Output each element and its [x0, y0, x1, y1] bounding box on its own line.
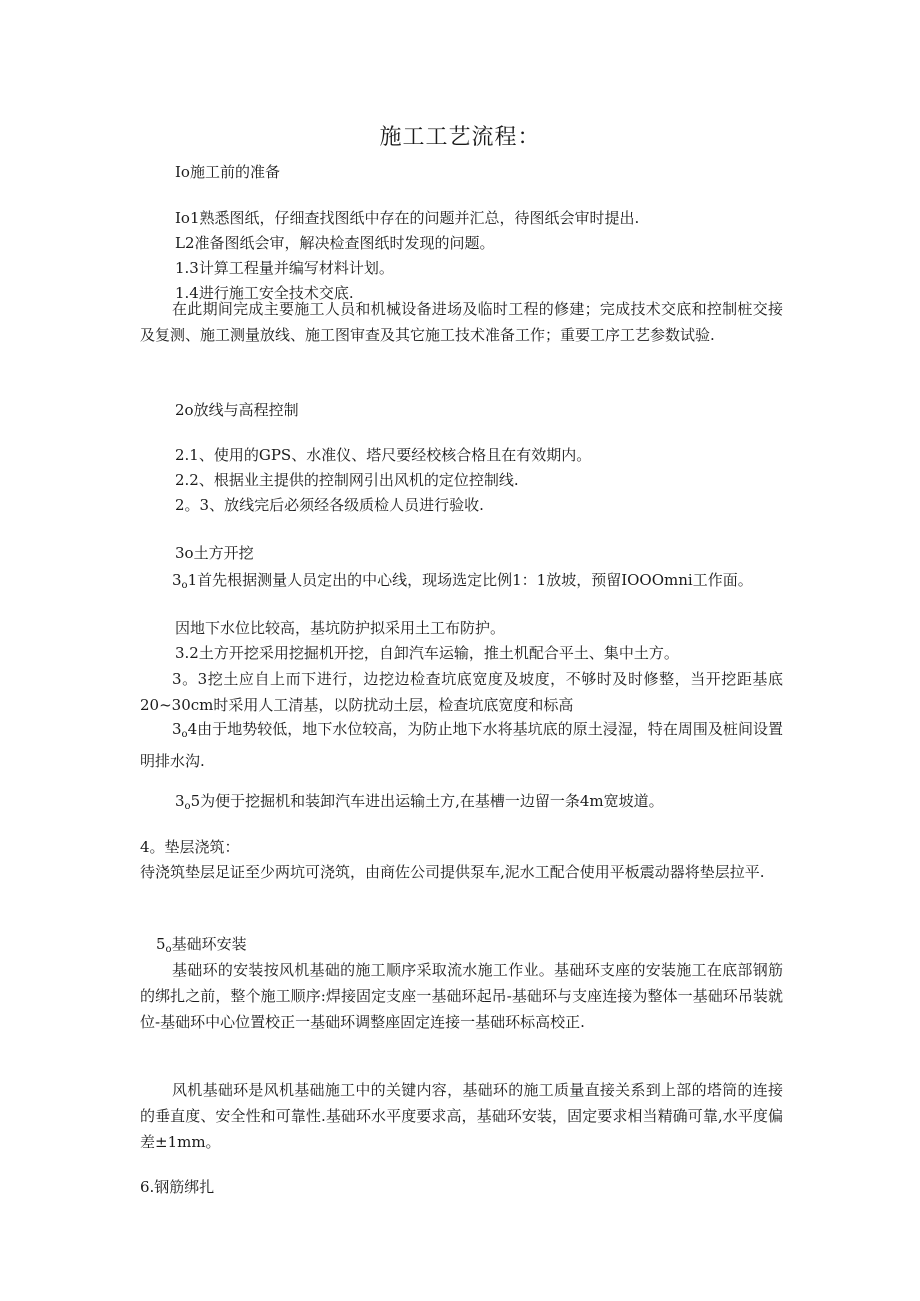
section-4-heading: 4。垫层浇筑： [140, 838, 240, 856]
section-3-item-4: 3。3挖土应自上而下进行，边挖边检查坑底宽度及坡度，不够时及时修整，当开挖距基底20~30cm时采用人工清基，以防扰动土层，检查坑底宽度和标高 [140, 670, 783, 714]
section-1-heading: Io施工前的准备 [175, 163, 280, 181]
section-3-item-5: $3_o4$由于地势较低，地下水位较高，为防止地下水将基坑底的原土浸湿，特在周围及桩间设置明排水沟. [140, 720, 783, 770]
section-5-paragraph-2: 风机基础环是风机基础施工中的关键内容，基础环的施工质量直接关系到上部的塔筒的连接的垂直度、安全性和可靠性.基础环水平度要求高，基础环安装，固定要求相当精确可靠,水平度偏差±1mm。 [140, 1081, 783, 1151]
section-1-paragraph: 在此期间完成主要施工人员和机械设备进场及临时工程的修建；完成技术交底和控制桩交接及复测、施工测量放线、施工图审查及其它施工技术准备工作；重要工序工艺参数试验. [140, 300, 783, 344]
section-3-item-3: 3.2土方开挖采用挖掘机开挖，自卸汽车运输，推土机配合平土、集中土方。 [175, 644, 679, 662]
section-2-item-1: 2.1、使用的GPS、水准仪、塔尺要经校核合格且在有效期内。 [175, 446, 592, 464]
section-1-item-4: 1.4进行施工安全技术交底. [175, 284, 354, 302]
section-3-item-6: $3_o5$为便于挖掘机和装卸汽车进出运输土方,在基槽一边留一条4m宽坡道。 [175, 792, 664, 812]
section-2-item-2: 2.2、根据业主提供的控制网引出风机的定位控制线. [175, 471, 519, 489]
section-4-paragraph: 待浇筑垫层足证至少两坑可浇筑，由商佐公司提供泵车,泥水工配合使用平板震动器将垫层拉平. [140, 863, 765, 881]
section-1-item-1: Io1熟悉图纸，仔细查找图纸中存在的问题并汇总，待图纸会审时提出. [175, 209, 640, 227]
section-5-paragraph-1: 基础环的安装按风机基础的施工顺序采取流水施工作业。基础环支座的安装施工在底部钢筋的绑扎之前，整个施工顺序:焊接固定支座一基础环起吊-基础环与支座连接为整体一基础环吊装就位-基础环中心位置校正一基础环调整座固定连接一基础环标高校正. [140, 961, 783, 1031]
section-1-item-3: 1.3计算工程量并编写材料计划。 [175, 259, 394, 277]
section-6-heading: 6.钢筋绑扎 [140, 1178, 215, 1196]
section-3-item-2: 因地下水位比较高，基坑防护拟采用土工布防护。 [175, 619, 506, 637]
section-2-heading: 2o放线与高程控制 [175, 401, 299, 419]
page-title: 施工工艺流程： [379, 125, 541, 150]
section-3-heading: 3o土方开挖 [175, 544, 254, 562]
section-2-item-3: 2。3、放线完后必须经各级质检人员进行验收. [175, 496, 484, 514]
section-1-item-2: L2准备图纸会审，解决检查图纸时发现的问题。 [175, 234, 495, 252]
section-3-item-1: $3_o1$首先根据测量人员定出的中心线，现场选定比例1：1放坡，预留IOOOmni工作面。 [172, 571, 753, 591]
section-5-heading: $5_o$基础环安装 [156, 935, 247, 955]
